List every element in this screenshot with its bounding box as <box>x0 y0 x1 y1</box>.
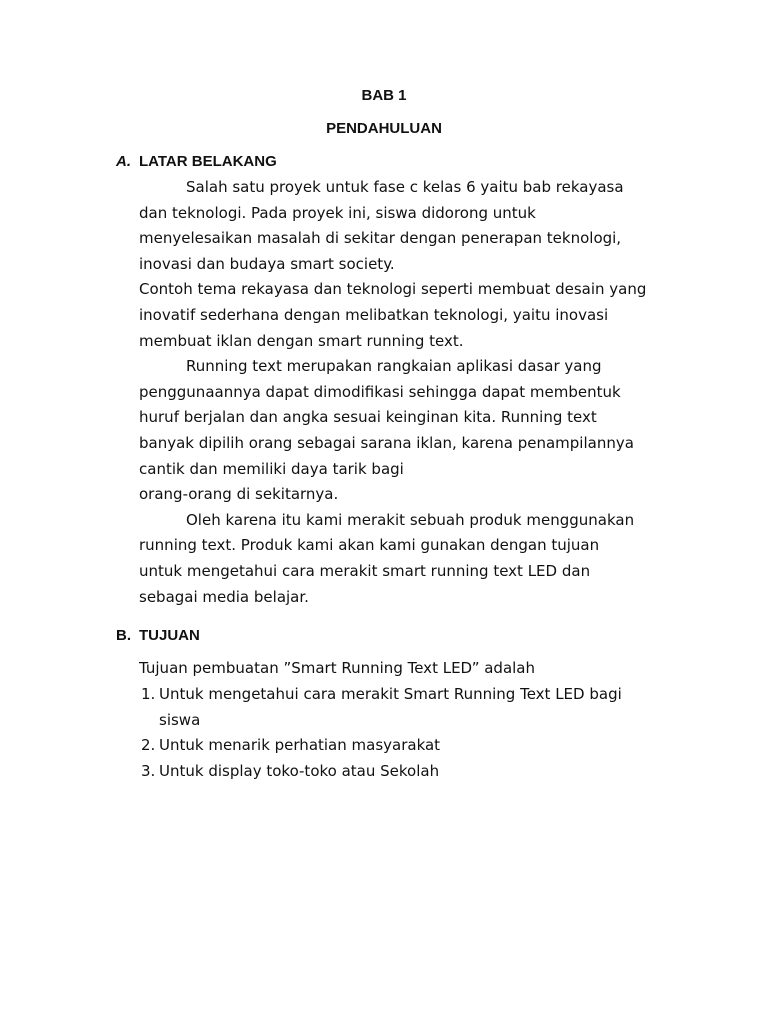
paragraph-line: sebagai media belajar. <box>139 587 309 606</box>
paragraph-line: untuk mengetahui cara merakit smart running text LED dan <box>139 561 591 580</box>
section-b-title: TUJUAN <box>139 627 200 644</box>
paragraph-line: cantik dan memiliki daya tarik bagi <box>139 459 404 478</box>
section-a-heading <box>116 153 277 170</box>
section-a-marker: A. <box>116 153 131 170</box>
section-a-title: LATAR BELAKANG <box>139 153 277 170</box>
paragraph-line: menyelesaikan masalah di sekitar dengan penerapan teknologi, <box>139 229 622 248</box>
background-paragraphs <box>139 175 674 610</box>
list-item-number: 1. <box>141 685 156 703</box>
paragraph-line: membuat iklan dengan smart running text. <box>139 331 464 350</box>
list-item-number: 2. <box>141 736 156 755</box>
paragraph-4 <box>139 508 674 610</box>
paragraph-line: huruf berjalan dan angka sesuai keinginan kita. Running text <box>139 408 597 427</box>
list-item <box>139 733 622 759</box>
paragraph-1 <box>139 175 674 277</box>
paragraph-line: Oleh karena itu kami merakit sebuah produk menggunakan <box>186 510 635 529</box>
list-item-text: Untuk mengetahui cara merakit Smart Running Text LED bagi <box>159 685 622 703</box>
paragraph-line: banyak dipilih orang sebagai sarana iklan, karena penampilannya <box>139 433 634 452</box>
paragraph-line: Salah satu proyek untuk fase c kelas 6 yaitu bab rekayasa <box>186 178 624 196</box>
list-item-text: siswa <box>159 710 201 729</box>
list-item-number: 3. <box>141 761 156 780</box>
list-item-text: Untuk menarik perhatian masyarakat <box>159 736 441 755</box>
paragraph-line: inovasi dan budaya smart society. <box>139 254 395 273</box>
paragraph-line: Contoh tema rekayasa dan teknologi seperti membuat desain yang <box>139 280 647 299</box>
paragraph-line: penggunaannya dapat dimodifikasi sehingga dapat membentuk <box>139 382 621 401</box>
paragraph-line: running text. Produk kami akan kami gunakan dengan tujuan <box>139 536 600 555</box>
list-item <box>139 759 622 785</box>
paragraph-line: Running text merupakan rangkaian aplikasi dasar yang <box>186 357 602 376</box>
paragraph-2 <box>139 277 674 354</box>
section-b-heading <box>116 627 200 644</box>
paragraph-3 <box>139 354 674 508</box>
chapter-number: BAB 1 <box>361 87 407 104</box>
chapter-title: PENDAHULUAN <box>326 120 442 137</box>
paragraph-line: inovatif sederhana dengan melibatkan teknologi, yaitu inovasi <box>139 305 609 324</box>
section-b-marker: B. <box>116 627 131 644</box>
objectives-intro: Tujuan pembuatan ”Smart Running Text LED” adalah <box>139 659 536 677</box>
objectives-list <box>139 682 622 784</box>
paragraph-line: orang-orang di sekitarnya. <box>139 485 339 504</box>
paragraph-line: dan teknologi. Pada proyek ini, siswa didorong untuk <box>139 203 536 222</box>
list-item-text: Untuk display toko-toko atau Sekolah <box>159 761 440 780</box>
list-item <box>139 682 622 733</box>
